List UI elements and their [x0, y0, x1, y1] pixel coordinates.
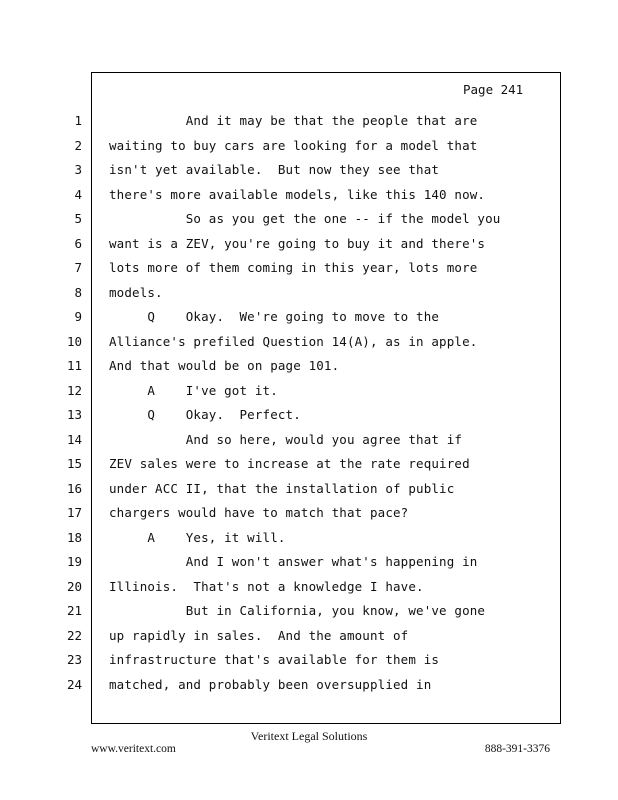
line-number: 24	[66, 677, 82, 692]
line-text: chargers would have to match that pace?	[109, 505, 409, 520]
line-text: And I won't answer what's happening in	[109, 554, 478, 569]
line-text: A Yes, it will.	[109, 530, 286, 545]
line-text: And so here, would you agree that if	[109, 432, 463, 447]
line-number: 20	[66, 579, 82, 594]
line-text: Q Okay. We're going to move to the	[109, 309, 440, 324]
line-number: 10	[66, 334, 82, 349]
line-text: models.	[109, 285, 163, 300]
line-number: 4	[74, 187, 82, 202]
line-number: 15	[66, 456, 82, 471]
line-text: want is a ZEV, you're going to buy it and there's	[109, 236, 486, 251]
line-number: 17	[66, 505, 82, 520]
line-text: Illinois. That's not a knowledge I have.	[109, 579, 424, 594]
line-number: 19	[66, 554, 82, 569]
line-text: Q Okay. Perfect.	[109, 407, 301, 422]
line-text: ZEV sales were to increase at the rate required	[109, 456, 470, 471]
line-number: 16	[66, 481, 82, 496]
line-text: isn't yet available. But now they see that	[109, 162, 440, 177]
line-number: 5	[74, 211, 82, 226]
footer-company: Veritext Legal Solutions	[250, 729, 368, 743]
line-text: waiting to buy cars are looking for a model that	[109, 138, 478, 153]
line-number: 7	[74, 260, 82, 275]
line-number: 6	[74, 236, 82, 251]
line-number: 23	[66, 652, 82, 667]
line-number: 12	[66, 383, 82, 398]
line-text: Alliance's prefiled Question 14(A), as in apple.	[109, 334, 478, 349]
line-number: 22	[66, 628, 82, 643]
line-text: under ACC II, that the installation of public	[109, 481, 455, 496]
line-number: 11	[66, 358, 82, 373]
line-text: A I've got it.	[109, 383, 278, 398]
line-number: 21	[66, 603, 82, 618]
line-text: But in California, you know, we've gone	[109, 603, 486, 618]
line-text: lots more of them coming in this year, lots more	[109, 260, 478, 275]
line-number: 1	[74, 113, 82, 128]
footer-phone: 888-391-3376	[484, 743, 550, 755]
page-number: Page 241	[463, 82, 524, 97]
line-text: So as you get the one -- if the model you	[109, 211, 501, 226]
line-text: up rapidly in sales. And the amount of	[109, 628, 409, 643]
line-text: infrastructure that's available for them is	[109, 652, 440, 667]
line-number: 8	[74, 285, 82, 300]
footer-website: www.veritext.com	[91, 743, 176, 755]
line-number: 14	[66, 432, 82, 447]
line-number: 2	[74, 138, 82, 153]
line-text: there's more available models, like this 140 now.	[109, 187, 486, 202]
line-number: 9	[74, 309, 82, 324]
line-text: And that would be on page 101.	[109, 358, 340, 373]
line-text: And it may be that the people that are	[109, 113, 478, 128]
line-number: 13	[66, 407, 82, 422]
line-text: matched, and probably been oversupplied in	[109, 677, 432, 692]
line-number: 18	[66, 530, 82, 545]
line-number: 3	[74, 162, 82, 177]
